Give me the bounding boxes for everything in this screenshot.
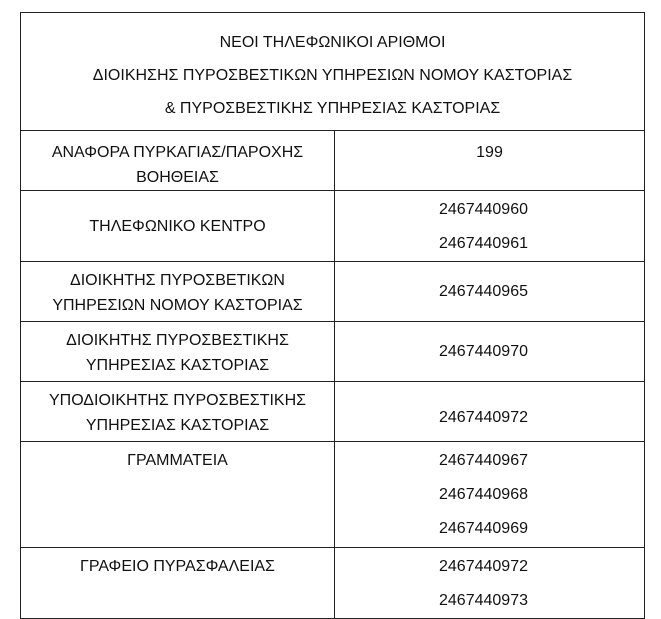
table-row [21, 191, 645, 262]
row-label-cell [21, 382, 335, 442]
table-row [21, 322, 645, 382]
row-label-line: ΤΗΛΕΦΩΝΙΚΟ ΚΕΝΤΡΟ [89, 217, 266, 235]
header-subtitle: ΔΙΟΙΚΗΣΗΣ ΠΥΡΟΣΒΕΣΤΙΚΩΝ ΥΠΗΡΕΣΙΩΝ ΝΟΜΟΥ ΚΑΣΤΟΡΙΑΣ [92, 67, 573, 84]
table-row [21, 442, 645, 548]
row-label-line: ΔΙΟΙΚΗΤΗΣ ΠΥΡΟΣΒΕΤΙΚΩΝ [70, 272, 285, 289]
phone-directory-table [20, 12, 645, 619]
phone-number: 2467440973 [439, 592, 528, 609]
row-label-line: ΒΟΗΘΕΙΑΣ [136, 169, 219, 186]
row-label-line: ΓΡΑΜΜΑΤΕΙΑ [127, 452, 228, 469]
table-row [21, 548, 645, 619]
phone-number: 199 [476, 144, 503, 161]
row-number-cell [335, 262, 645, 322]
table-row [21, 382, 645, 442]
phone-number: 2467440960 [439, 201, 528, 218]
phone-number: 2467440972 [439, 558, 528, 575]
row-label-cell [21, 548, 335, 619]
row-label-line: ΓΡΑΦΕΙΟ ΠΥΡΑΣΦΑΛΕΙΑΣ [80, 558, 275, 575]
phone-number: 2467440967 [439, 452, 528, 469]
phone-number: 2467440961 [439, 235, 528, 252]
header-cell [21, 13, 645, 131]
row-label-cell [21, 442, 335, 548]
row-number-cell [335, 548, 645, 619]
row-label-cell [21, 191, 335, 262]
row-label-line: ΥΠΟΔΙΟΙΚΗΤΗΣ ΠΥΡΟΣΒΕΣΤΙΚΗΣ [48, 392, 307, 409]
table-row [21, 262, 645, 322]
phone-number: 2467440969 [439, 520, 528, 537]
row-label-cell [21, 131, 335, 191]
row-number-cell [335, 191, 645, 262]
row-label-line: ΥΠΗΡΕΣΙΑΣ ΚΑΣΤΟΡΙΑΣ [85, 357, 270, 374]
row-label-line: ΔΙΟΙΚΗΤΗΣ ΠΥΡΟΣΒΕΣΤΙΚΗΣ [66, 332, 289, 349]
row-number-cell [335, 131, 645, 191]
phone-number: 2467440972 [439, 409, 528, 426]
row-number-cell [335, 442, 645, 548]
row-number-cell [335, 322, 645, 382]
row-label-cell [21, 322, 335, 382]
row-label-line: ΥΠΗΡΕΣΙΑΣ ΚΑΣΤΟΡΙΑΣ [85, 417, 270, 434]
row-label-cell [21, 262, 335, 322]
table-row [21, 131, 645, 191]
row-label-line: ΑΝΑΦΟΡΑ ΠΥΡΚΑΓΙΑΣ/ΠΑΡΟΧΗΣ [51, 144, 304, 161]
row-label-line: ΥΠΗΡΕΣΙΩΝ ΝΟΜΟΥ ΚΑΣΤΟΡΙΑΣ [52, 297, 303, 314]
phone-number: 2467440970 [439, 342, 528, 360]
phone-number: 2467440968 [439, 486, 528, 503]
header-title: ΝΕΟΙ ΤΗΛΕΦΩΝΙΚΟΙ ΑΡΙΘΜΟΙ [219, 34, 446, 51]
header-subtitle-2: & ΠΥΡΟΣΒΕΣΤΙΚΗΣ ΥΠΗΡΕΣΙΑΣ ΚΑΣΤΟΡΙΑΣ [164, 100, 501, 117]
row-number-cell [335, 382, 645, 442]
header-row [21, 13, 645, 131]
phone-number: 2467440965 [439, 282, 528, 300]
